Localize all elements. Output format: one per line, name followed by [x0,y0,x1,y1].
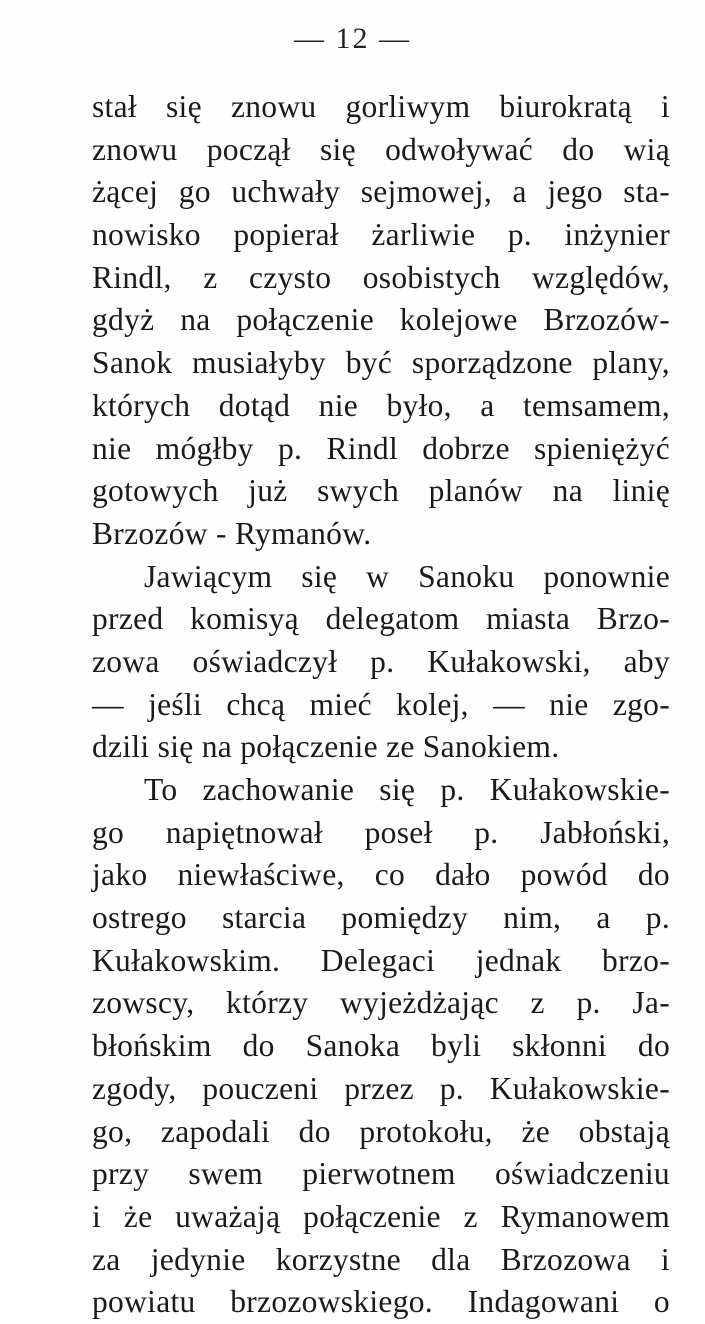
text-line: To zachowanie się p. Kułakowskie- [144,772,670,807]
text-line: jako niewłaściwe, co dało powód do [92,857,670,893]
page-number: — 12 — [294,22,411,55]
text-line: ostrego starcia pomiędzy nim, a p. [92,900,670,936]
text-line: żącej go uchwały sejmowej, a jego sta- [92,174,670,210]
text-line: Rindl, z czysto osobistych względów, [92,259,670,295]
text-line: przy swem pierwotnem oświadczeniu [92,1156,670,1192]
text-line: nie mógłby p. Rindl dobrze spieniężyć [92,430,670,466]
text-line: błońskim do Sanoka byli skłonni do [92,1028,670,1064]
text-line: znowu począł się odwoływać do wią [92,131,670,167]
text-line: go, zapodali do protokołu, że obstają [92,1113,670,1149]
text-line: gotowych już swych planów na linię [92,473,670,509]
body-text [92,86,670,1324]
text-line: stał się znowu gorliwym biurokratą i [92,89,670,124]
text-line: Brzozów - Rymanów. [92,515,372,551]
text-line: Jawiącym się w Sanoku ponownie [144,558,670,594]
text-line: przed komisyą delegatom miasta Brzo- [92,601,670,637]
text-line: go napiętnował poseł p. Jabłoński, [92,814,670,850]
text-line: za jedynie korzystne dla Brzozowa i [92,1241,670,1277]
text-line: Sanok musiałyby być sporządzone plany, [92,345,670,381]
text-line: nowisko popierał żarliwie p. inżynier [92,217,670,253]
text-line: powiatu brzozowskiego. Indagowani o [92,1284,670,1320]
text-line: i że uważają połączenie z Rymanowem [92,1198,670,1234]
text-line: których dotąd nie było, a temsamem, [92,387,670,423]
text-line: zowa oświadczył p. Kułakowski, aby [92,643,670,679]
text-line: zgody, pouczeni przez p. Kułakowskie- [92,1070,670,1106]
text-line: Kułakowskim. Delegaci jednak brzo- [92,942,670,978]
text-line: — jeśli chcą mieć kolej, — nie zgo- [92,686,670,722]
text-line: dzili się na połączenie ze Sanokiem. [92,729,560,765]
text-line: gdyż na połączenie kolejowe Brzozów- [92,302,670,338]
text-line: zowscy, którzy wyjeżdżając z p. Ja- [92,985,670,1021]
